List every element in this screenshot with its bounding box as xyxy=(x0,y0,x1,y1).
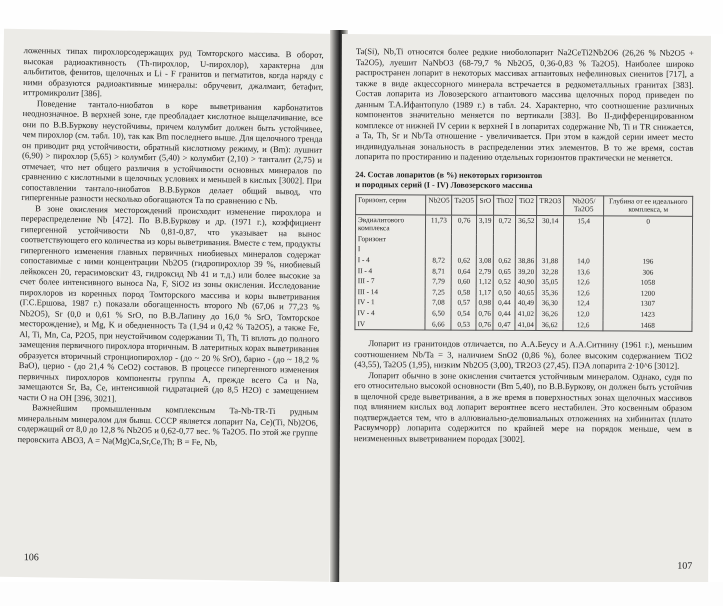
table-cell xyxy=(452,245,477,256)
table-cell: 1200 xyxy=(603,288,692,299)
table-cell: 38,86 xyxy=(516,256,537,267)
table-cell: 40,90 xyxy=(515,277,536,288)
table-cell xyxy=(426,245,452,256)
table-cell: 41,02 xyxy=(515,309,536,320)
table-cell: 0,76 xyxy=(452,215,477,235)
table-cell: 0,53 xyxy=(451,319,476,330)
table-cell: 0,50 xyxy=(494,288,516,299)
table-cell: IV - 1 xyxy=(355,298,425,309)
paragraph: Ta(Si), Nb,Ti относятся более редкие ниоболопарит Na2CeTi2Nb2O6 (26,26 % Nb2O5 + Ta2O5), луешит NaNbO3 (68-79,7 % Nb2O5, 0,36-0,83 % Ta2O5). Наиболее широко распространен лопарит в некоторых массивах агпаитовых нефелиновых сиенитов [717], а также в виде акцессорного минерала встречается в редкометалльных гранитах [383]. Состав лопарита из Ловозерского агпаитового массива щелочных пород приведен по данным Т.А.Ифантопуло (1989 г.) в табл. 24. Характерно, что соотношение различных компонентов значительно меняется по вертикали [383]. Во II-дифференцированном комплексе от нижней IV серии к верхней I в лопаритах содержание Nb, Ti и TR снижается, а Ta, Th, Sr и Nb/Ta отношение - увеличивается. При этом в каждой серии имеет место индивидуальная зональность в распределении этих элементов. В то же время, состав лопарита по простиранию и падению отдельных горизонтов практически не меняется. xyxy=(355,46,694,163)
table-row xyxy=(355,214,692,235)
table-cell: 12,6 xyxy=(563,277,603,288)
table-cell: 0,44 xyxy=(493,309,515,320)
scan-margin-bottom xyxy=(0,582,723,606)
table-cell: 0,52 xyxy=(494,277,516,288)
table-cell: 11,73 xyxy=(426,215,452,235)
table-cell: 8,71 xyxy=(425,266,451,277)
table-header-cell: ThO2 xyxy=(494,195,516,215)
table-cell: 40,65 xyxy=(515,288,536,299)
table-cell: 1423 xyxy=(603,309,692,320)
table-cell: 0,76 xyxy=(476,319,494,330)
table-cell: II - 4 xyxy=(355,266,425,277)
table-body xyxy=(355,214,693,331)
table-cell: 36,26 xyxy=(536,309,563,320)
table-cell: 0,72 xyxy=(494,215,516,235)
table-cell: 3,08 xyxy=(476,256,494,267)
paragraph: Важнейшим промышленным комплексным Ta-Nb-TR-Ti рудным минеральным минералом для бывш. СССР является лопарит Na, Ce)(Ti, Nb)2O6, содержащий от 8,0 до 12,8 % Nb2O5 и 0,62-0,77 вес. % Ta2O5. По этой же группе перовскита ABO3, A = Na(Mg)Ca,Sr,Ce,Th; B = Fe, Nb, xyxy=(17,402,319,447)
table-cell xyxy=(563,235,603,246)
table-cell xyxy=(476,245,494,256)
paragraph: ложенных типах пирохлорсодержащих руд Томторского массива. В оборот, высокая радиоактивность (Th-пирохлор, U-пирохлор), характерна для альбититов, фенитов, щелочных и Li - F гранитов и пегматитов, когда наряду с ними образуются радиоактивные минералы: обручевит, джалмаит, бетафит, иттромикролит [386]. xyxy=(22,45,324,99)
table-caption: 24. Состав лопаритов (в %) некоторых горизонтов и породных серий (I - IV) Ловозерского массива xyxy=(355,169,543,190)
table-cell: III - 14 xyxy=(355,287,425,298)
table-header-cell: Ta2O5 xyxy=(452,195,477,215)
table-cell: 0,54 xyxy=(451,309,476,320)
table-cell: 15,4 xyxy=(563,215,603,235)
table-cell: 0,57 xyxy=(452,298,477,309)
table-header-cell: SrO xyxy=(476,195,494,215)
page-number-left: 106 xyxy=(23,552,39,564)
table-cell: 1058 xyxy=(603,278,692,289)
table-cell: 35,05 xyxy=(537,277,564,288)
table-cell: 1468 xyxy=(603,320,692,332)
table-cell xyxy=(494,235,516,246)
table-cell xyxy=(604,235,693,246)
table-cell xyxy=(537,235,564,246)
table-cell: 0,65 xyxy=(494,266,516,277)
table-cell: 36,62 xyxy=(536,320,563,331)
table-cell: 32,28 xyxy=(537,267,564,278)
lopar-composition-table xyxy=(354,194,693,332)
table-cell: 36,52 xyxy=(516,215,537,235)
table-cell: 2,79 xyxy=(476,266,494,277)
table-cell: 6,66 xyxy=(425,319,451,330)
table-cell: Эвдиалитового комплекса xyxy=(355,214,425,234)
table-cell xyxy=(516,245,537,256)
table-cell: 7,25 xyxy=(425,287,451,298)
table-cell xyxy=(537,245,564,256)
table-header-row xyxy=(356,194,693,216)
table-cell xyxy=(452,234,477,245)
table-header-cell: Nb2O5 xyxy=(426,194,452,214)
paragraph: В зоне окисления месторождений происходит изменение пирохлора и перераспределение Nb [472]. По В.В.Буркову и др. (1971 г.), коэффициент гипергенной устойчивости Nb 0,81-0,87, что указывает на вынос соответствующего его количества из коры выветривания. Вместе с тем, продукты гипергенного изменения главных первичных ниобиевых минералов содержат сопоставимые с ними концентрации Nb2O5 (гидропирохлор 39 %, ниобиевый лейкоксен 20, герасимовскит 43, гидроксид Nb 41 и т.д.) или более высокие за счет более интенсивного выноса Na, F, SiO2 из зоны окисления. Исследование пирохлоров из коренных пород Томторского массива и коры выветривания (Г.С.Ершова, 1987 г.) показали обогащенность второго Nb (67,06 и 77,23 % Nb2O5), Sr (0,0 и 0,61 % SrO, по В.В.Лапину до 16,0 % SrO, Томторское месторождение), и Mg, K и обедненность Ta (1,94 и 0,42 % Ta2O5), а также Fe, Al, Ti, Mn, Ca, P2O5, при неустойчивом содержании Ti, Th, Ti вплоть до полного замещения первичного пирохлора вторичным. В латеритных корах выветривания образуется вторичный стронциопирохлор - (до ~ 20 % SrO), барио - (до ~ 18,2 % BaO), церио - (до 21,4 % CeO2) составов. В процессе гипергенного изменения первичных пирохлоров компоненты группы А, прежде всего Ca и Na, замещаются Sr, Ba, Ce, интенсивной гидратацией (до 8,5 H2O) с замещением части O на OH [396, 3021]. xyxy=(18,202,322,404)
table-cell: 12,6 xyxy=(563,320,603,331)
table-cell: 8,72 xyxy=(426,256,452,267)
table-cell xyxy=(494,245,516,256)
table-cell: IV xyxy=(355,319,425,330)
table-cell: 0 xyxy=(604,216,693,236)
table-cell: Горизонт xyxy=(355,234,425,245)
table-header-cell: Горизонт, серия xyxy=(356,194,426,215)
table-cell: 40,49 xyxy=(515,298,536,309)
table-cell xyxy=(476,235,494,246)
table-cell: III - 7 xyxy=(355,276,425,287)
table-cell: 3,19 xyxy=(476,215,494,235)
table-cell: 1,12 xyxy=(476,277,494,288)
table-cell: I - 4 xyxy=(355,255,425,266)
table-cell: 0,44 xyxy=(494,298,516,309)
right-page-text xyxy=(354,46,694,445)
table-cell: 0,62 xyxy=(452,256,477,267)
table-header-cell: Глубина от ее идеального комплекса, м xyxy=(604,195,693,216)
table-cell: 0,58 xyxy=(452,287,477,298)
page-number-right: 107 xyxy=(677,560,693,572)
table-cell: 14,0 xyxy=(563,256,603,267)
table-cell xyxy=(563,246,603,257)
table-cell: 306 xyxy=(604,267,693,278)
scan-margin-top xyxy=(0,0,723,34)
table-header-cell: Nb2O5/ Ta2O5 xyxy=(564,195,604,215)
table-cell: 1,17 xyxy=(476,288,494,299)
table-cell: 0,47 xyxy=(493,319,515,330)
table-cell: 12,0 xyxy=(563,309,603,320)
table-cell: 0,62 xyxy=(494,256,516,267)
table-cell xyxy=(604,246,693,257)
table-cell: 0,64 xyxy=(452,266,477,277)
table-cell: 36,30 xyxy=(537,298,564,309)
paragraph: Лопарит обычно в зоне окисления считается устойчивым минералом. Однако, судя по его относительно высокой основности (Вm 5,40), по В.В.Буркову, он должен быть устойчив в щелочной среде выветривания, а в же время в поверхностных зонах щелочных массивов под влиянием кислых вод лопарит вероятнее всего нестабилен. Это косвенным образом подтверждается тем, что в аллювиально-делювиальных отложениях на хибинитах (плато Расвумчорр) лопарита содержится по крайней мере на порядок меньше, чем в неизмененных выветриванием породах [3002]. xyxy=(353,369,693,444)
table-cell: 7,08 xyxy=(425,298,451,309)
paragraph: Поведение тантало-ниобатов в коре выветривания карбонатитов неоднозначное. В верхней зоне, где преобладает кислотное выщелачивание, все они по В.В.Буркову неустойчивы, причем колумбит должен быть устойчивее, чем пирохлор (см. табл. 10), так как Вm последнего выше. Для щелочного тренда он приводит ряд устойчивости, обратный кислотному режиму, и (Вm): лушнит (6,90) > пирохлор (5,65) > колумбит (5,40) > колумбит (2,10) > танталит (2,75) и отмечает, что нет общего различия в устойчивости основных минералов по сравнению с кислотными в щелочных условиях и меньшей в кислых [3002]. При сопоставлении тантало-ниобатов В.В.Бурков делает общий вывод, что гипергенные разности несколько обогащаются Ta по сравнению с Nb. xyxy=(21,97,323,207)
table-row xyxy=(355,319,692,332)
table-cell xyxy=(516,235,537,246)
table-cell: 13,6 xyxy=(563,267,603,278)
table-cell: 30,14 xyxy=(537,215,564,235)
table-cell: 39,20 xyxy=(515,267,536,278)
table-cell: 35,36 xyxy=(537,288,564,299)
table-header-cell: TiO2 xyxy=(516,195,537,215)
right-page xyxy=(339,34,711,584)
table-cell: 6,50 xyxy=(425,308,451,319)
table-cell: IV - 4 xyxy=(355,308,425,319)
table-cell: 0,98 xyxy=(476,298,494,309)
table-cell: 31,88 xyxy=(537,256,564,267)
table-cell: 0,76 xyxy=(476,309,494,320)
table-header-cell: TR2O3 xyxy=(537,195,564,215)
table-cell: 0,60 xyxy=(452,277,477,288)
table-cell: 41,04 xyxy=(515,320,536,331)
table-cell: 1307 xyxy=(603,299,692,310)
table-cell: 12,4 xyxy=(563,299,603,310)
table-cell: 12,6 xyxy=(563,288,603,299)
table-cell: 7,79 xyxy=(425,277,451,288)
left-page xyxy=(0,29,338,582)
paragraph: Лопарит из гранитоидов отличается, по А.А.Беусу и А.А.Ситнину (1961 г.), меньшим соотношением Nb/Ta = 3, наличием SnO2 (0,86 %), более высоким содержанием TiO2 (43,55), Ta2O5 (1,95), низким Nb2O5 (3,00), TR2O3 (27,45). ПЭA лопарита 2·10^6 [3012]. xyxy=(354,338,693,371)
left-page-text xyxy=(18,45,324,449)
table-cell: I xyxy=(355,245,425,256)
table-cell xyxy=(426,234,452,245)
table-cell: 196 xyxy=(604,256,693,267)
